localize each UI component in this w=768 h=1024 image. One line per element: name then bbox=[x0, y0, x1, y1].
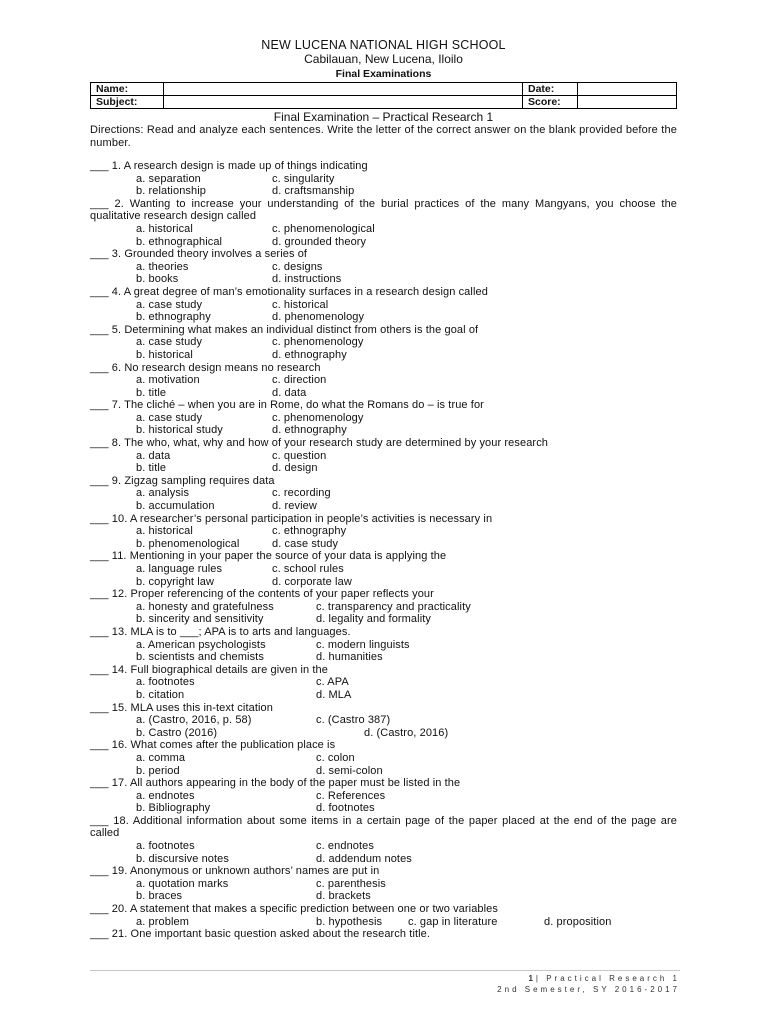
question-stem: ___ 1. A research design is made up of things indicating bbox=[90, 160, 368, 172]
question-stem: ___ 7. The cliché – when you are in Rome, do what the Romans do – is true for bbox=[90, 399, 484, 412]
option-d: d. ethnography bbox=[272, 348, 347, 361]
subject-label: Subject: bbox=[91, 96, 164, 109]
question-stem: ___ 21. One important basic question asked about the research title. bbox=[90, 928, 431, 941]
option-c: c. phenomenological bbox=[272, 222, 375, 235]
question-stem: ___ 6. No research design means no research bbox=[90, 361, 321, 374]
exam-page bbox=[90, 38, 677, 941]
option-row bbox=[90, 853, 677, 866]
option-d: d. humanities bbox=[316, 651, 383, 664]
subject-field[interactable] bbox=[164, 96, 523, 109]
option-b: b. Castro (2016) bbox=[136, 726, 218, 739]
option-b: b. phenomenological bbox=[136, 537, 240, 550]
option-d: d. footnotes bbox=[316, 802, 375, 815]
option-b: b. historical study bbox=[136, 424, 223, 437]
option-row bbox=[90, 840, 677, 853]
option-d: d. data bbox=[272, 386, 307, 399]
option-row bbox=[90, 525, 677, 538]
question-stem: ___ 15. MLA uses this in-text citation bbox=[90, 701, 273, 714]
footer-semester: 2nd Semester, SY 2016-2017 bbox=[497, 985, 680, 994]
option-row bbox=[90, 311, 677, 324]
student-info-table bbox=[90, 82, 677, 109]
option-d: d. craftsmanship bbox=[272, 185, 355, 198]
option-a: a. footnotes bbox=[136, 676, 195, 689]
question-stem: ___ 16. What comes after the publication place is bbox=[90, 739, 336, 752]
option-row bbox=[90, 752, 677, 765]
option-row bbox=[90, 273, 677, 286]
option-d: d. (Castro, 2016) bbox=[364, 726, 449, 739]
option-c: c. singularity bbox=[272, 172, 335, 185]
option-c: c. school rules bbox=[272, 563, 344, 575]
footer-page-line bbox=[497, 973, 680, 984]
option-a: a. language rules bbox=[136, 563, 223, 575]
option-c: c. parenthesis bbox=[316, 877, 386, 890]
question-stem: ___ 3. Grounded theory involves a series of bbox=[90, 248, 308, 261]
school-name: NEW LUCENA NATIONAL HIGH SCHOOL bbox=[261, 38, 506, 52]
score-field[interactable] bbox=[578, 96, 677, 109]
option-row bbox=[90, 765, 677, 778]
question-stem: ___ 2. Wanting to increase your understanding of the burial practices of the many Mangyans, you choose the qualitative research design called bbox=[90, 197, 677, 223]
name-field[interactable] bbox=[164, 83, 523, 96]
option-b: b. discursive notes bbox=[136, 852, 229, 865]
question-stem: ___ 19. Anonymous or unknown authors’ names are put in bbox=[90, 865, 380, 878]
option-a: a. case study bbox=[136, 298, 203, 311]
option-row bbox=[90, 173, 677, 186]
option-b: b. relationship bbox=[136, 185, 206, 198]
option-d: d. corporate law bbox=[272, 575, 352, 588]
question-stem: ___ 4. A great degree of man’s emotionality surfaces in a research design called bbox=[90, 285, 488, 298]
directions: Directions: Read and analyze each sentences. Write the letter of the correct answer on the blank provided before the number. bbox=[90, 124, 677, 149]
question-stem: ___ 5. Determining what makes an individual distinct from others is the goal of bbox=[90, 323, 479, 336]
option-c: c. endnotes bbox=[316, 840, 374, 853]
option-a: a. endnotes bbox=[136, 789, 195, 802]
option-b: b. ethnography bbox=[136, 311, 211, 324]
page-footer bbox=[497, 973, 680, 995]
option-d: d. semi-colon bbox=[316, 764, 383, 777]
option-b: b. books bbox=[136, 273, 179, 286]
option-row bbox=[90, 639, 677, 652]
option-row bbox=[90, 261, 677, 274]
exam-subtitle: Final Examination – Practical Research 1 bbox=[273, 110, 494, 124]
option-row bbox=[90, 500, 677, 513]
option-b: b. hypothesis bbox=[316, 915, 383, 928]
option-d: d. case study bbox=[272, 537, 339, 550]
option-b: b. scientists and chemists bbox=[136, 651, 264, 664]
option-row bbox=[90, 450, 677, 463]
option-row bbox=[90, 790, 677, 803]
name-label: Name: bbox=[91, 83, 164, 96]
option-row bbox=[90, 651, 677, 664]
option-b: b. copyright law bbox=[136, 575, 215, 588]
option-a: a. analysis bbox=[136, 487, 190, 500]
option-a: a. motivation bbox=[136, 374, 200, 387]
date-field[interactable] bbox=[578, 83, 677, 96]
option-b: b. Bibliography bbox=[136, 802, 211, 815]
question-stem: ___ 17. All authors appearing in the body of the paper must be listed in the bbox=[90, 777, 461, 790]
option-row bbox=[90, 349, 677, 362]
option-c: c. question bbox=[272, 449, 327, 462]
question-stem: ___ 8. The who, what, why and how of your research study are determined by your research bbox=[90, 437, 549, 450]
option-c: c. (Castro 387) bbox=[316, 714, 391, 727]
option-d: d. grounded theory bbox=[272, 235, 367, 248]
option-row bbox=[90, 714, 677, 727]
option-d: d. legality and formality bbox=[316, 613, 431, 626]
option-a: a. case study bbox=[136, 336, 203, 349]
question-stem: ___ 11. Mentioning in your paper the source of your data is applying the bbox=[90, 550, 447, 563]
option-row bbox=[90, 424, 677, 437]
option-row bbox=[90, 336, 677, 349]
option-d: d. ethnography bbox=[272, 424, 347, 437]
option-row bbox=[90, 236, 677, 249]
option-d: d. MLA bbox=[316, 688, 352, 701]
option-a: a. historical bbox=[136, 525, 193, 538]
option-a: a. American psychologists bbox=[136, 638, 266, 651]
option-b: b. citation bbox=[136, 688, 185, 701]
option-d: d. instructions bbox=[272, 273, 342, 286]
school-address: Cabilauan, New Lucena, Iloilo bbox=[304, 52, 463, 66]
option-a: a. historical bbox=[136, 222, 193, 235]
page-number: 1 bbox=[528, 974, 536, 983]
question-list bbox=[90, 160, 677, 941]
option-b: b. period bbox=[136, 764, 180, 777]
option-row bbox=[90, 916, 677, 929]
option-c: c. References bbox=[316, 789, 386, 802]
question-stem: ___ 20. A statement that makes a specific prediction between one or two variables bbox=[90, 903, 498, 916]
option-c: c. colon bbox=[316, 751, 355, 764]
option-a: a. comma bbox=[136, 751, 186, 764]
option-row bbox=[90, 802, 677, 815]
option-d: d. phenomenology bbox=[272, 311, 365, 324]
option-row bbox=[90, 676, 677, 689]
option-b: b. sincerity and sensitivity bbox=[136, 613, 264, 626]
option-row bbox=[90, 689, 677, 702]
option-a: a. footnotes bbox=[136, 840, 195, 853]
option-d: d. proposition bbox=[544, 915, 612, 928]
option-a: a. data bbox=[136, 449, 171, 462]
option-row bbox=[90, 223, 677, 236]
question-stem: ___ 10. A researcher’s personal participation in people’s activities is necessary in bbox=[90, 512, 493, 525]
option-d: d. brackets bbox=[316, 890, 371, 903]
option-row bbox=[90, 299, 677, 312]
footer-course: | Practical Research 1 bbox=[535, 974, 680, 983]
question-stem: ___ 18. Additional information about some items in a certain page of the paper placed at the end of the page are called bbox=[90, 814, 677, 840]
date-label: Date: bbox=[523, 83, 578, 96]
option-c: c. phenomenology bbox=[272, 411, 364, 424]
option-row bbox=[90, 601, 677, 614]
question-stem: ___ 13. MLA is to ___; APA is to arts and languages. bbox=[90, 625, 351, 638]
option-c: c. recording bbox=[272, 487, 331, 500]
option-d: d. addendum notes bbox=[316, 852, 412, 865]
option-row bbox=[90, 487, 677, 500]
option-a: a. separation bbox=[136, 172, 201, 185]
option-row bbox=[90, 387, 677, 400]
option-c: c. APA bbox=[316, 676, 349, 689]
option-c: c. designs bbox=[272, 260, 323, 273]
option-a: a. (Castro, 2016, p. 58) bbox=[136, 714, 252, 727]
option-a: a. theories bbox=[136, 260, 189, 273]
option-d: d. review bbox=[272, 500, 317, 513]
option-c: c. ethnography bbox=[272, 525, 347, 538]
option-d: d. design bbox=[272, 462, 318, 475]
option-row bbox=[90, 185, 677, 198]
option-c: c. direction bbox=[272, 374, 327, 387]
option-row bbox=[90, 878, 677, 891]
option-row bbox=[90, 374, 677, 387]
option-a: a. problem bbox=[136, 915, 189, 928]
option-row bbox=[90, 563, 677, 576]
option-a: a. case study bbox=[136, 411, 203, 424]
option-b: b. braces bbox=[136, 890, 183, 903]
option-b: b. title bbox=[136, 462, 167, 475]
question-stem: ___ 12. Proper referencing of the contents of your paper reflects your bbox=[90, 588, 434, 601]
option-a: a. quotation marks bbox=[136, 877, 229, 890]
footer-divider bbox=[90, 970, 680, 971]
option-c: c. historical bbox=[272, 298, 329, 311]
exam-label: Final Examinations bbox=[335, 68, 432, 80]
option-b: b. accumulation bbox=[136, 500, 215, 513]
question-stem: ___ 9. Zigzag sampling requires data bbox=[90, 474, 275, 487]
option-row bbox=[90, 412, 677, 425]
option-a: a. honesty and gratefulness bbox=[136, 600, 274, 613]
score-label: Score: bbox=[523, 96, 578, 109]
option-row bbox=[90, 727, 677, 740]
option-b: b. title bbox=[136, 386, 167, 399]
option-c: c. gap in literature bbox=[408, 915, 498, 928]
option-c: c. phenomenology bbox=[272, 336, 364, 349]
option-row bbox=[90, 538, 677, 551]
option-c: c. modern linguists bbox=[316, 638, 410, 651]
option-row bbox=[90, 462, 677, 475]
question-stem: ___ 14. Full biographical details are given in the bbox=[90, 663, 328, 676]
option-row bbox=[90, 890, 677, 903]
option-b: b. ethnographical bbox=[136, 235, 223, 248]
option-row bbox=[90, 613, 677, 626]
option-row bbox=[90, 576, 677, 589]
option-b: b. historical bbox=[136, 348, 193, 361]
option-c: c. transparency and practicality bbox=[316, 600, 471, 613]
